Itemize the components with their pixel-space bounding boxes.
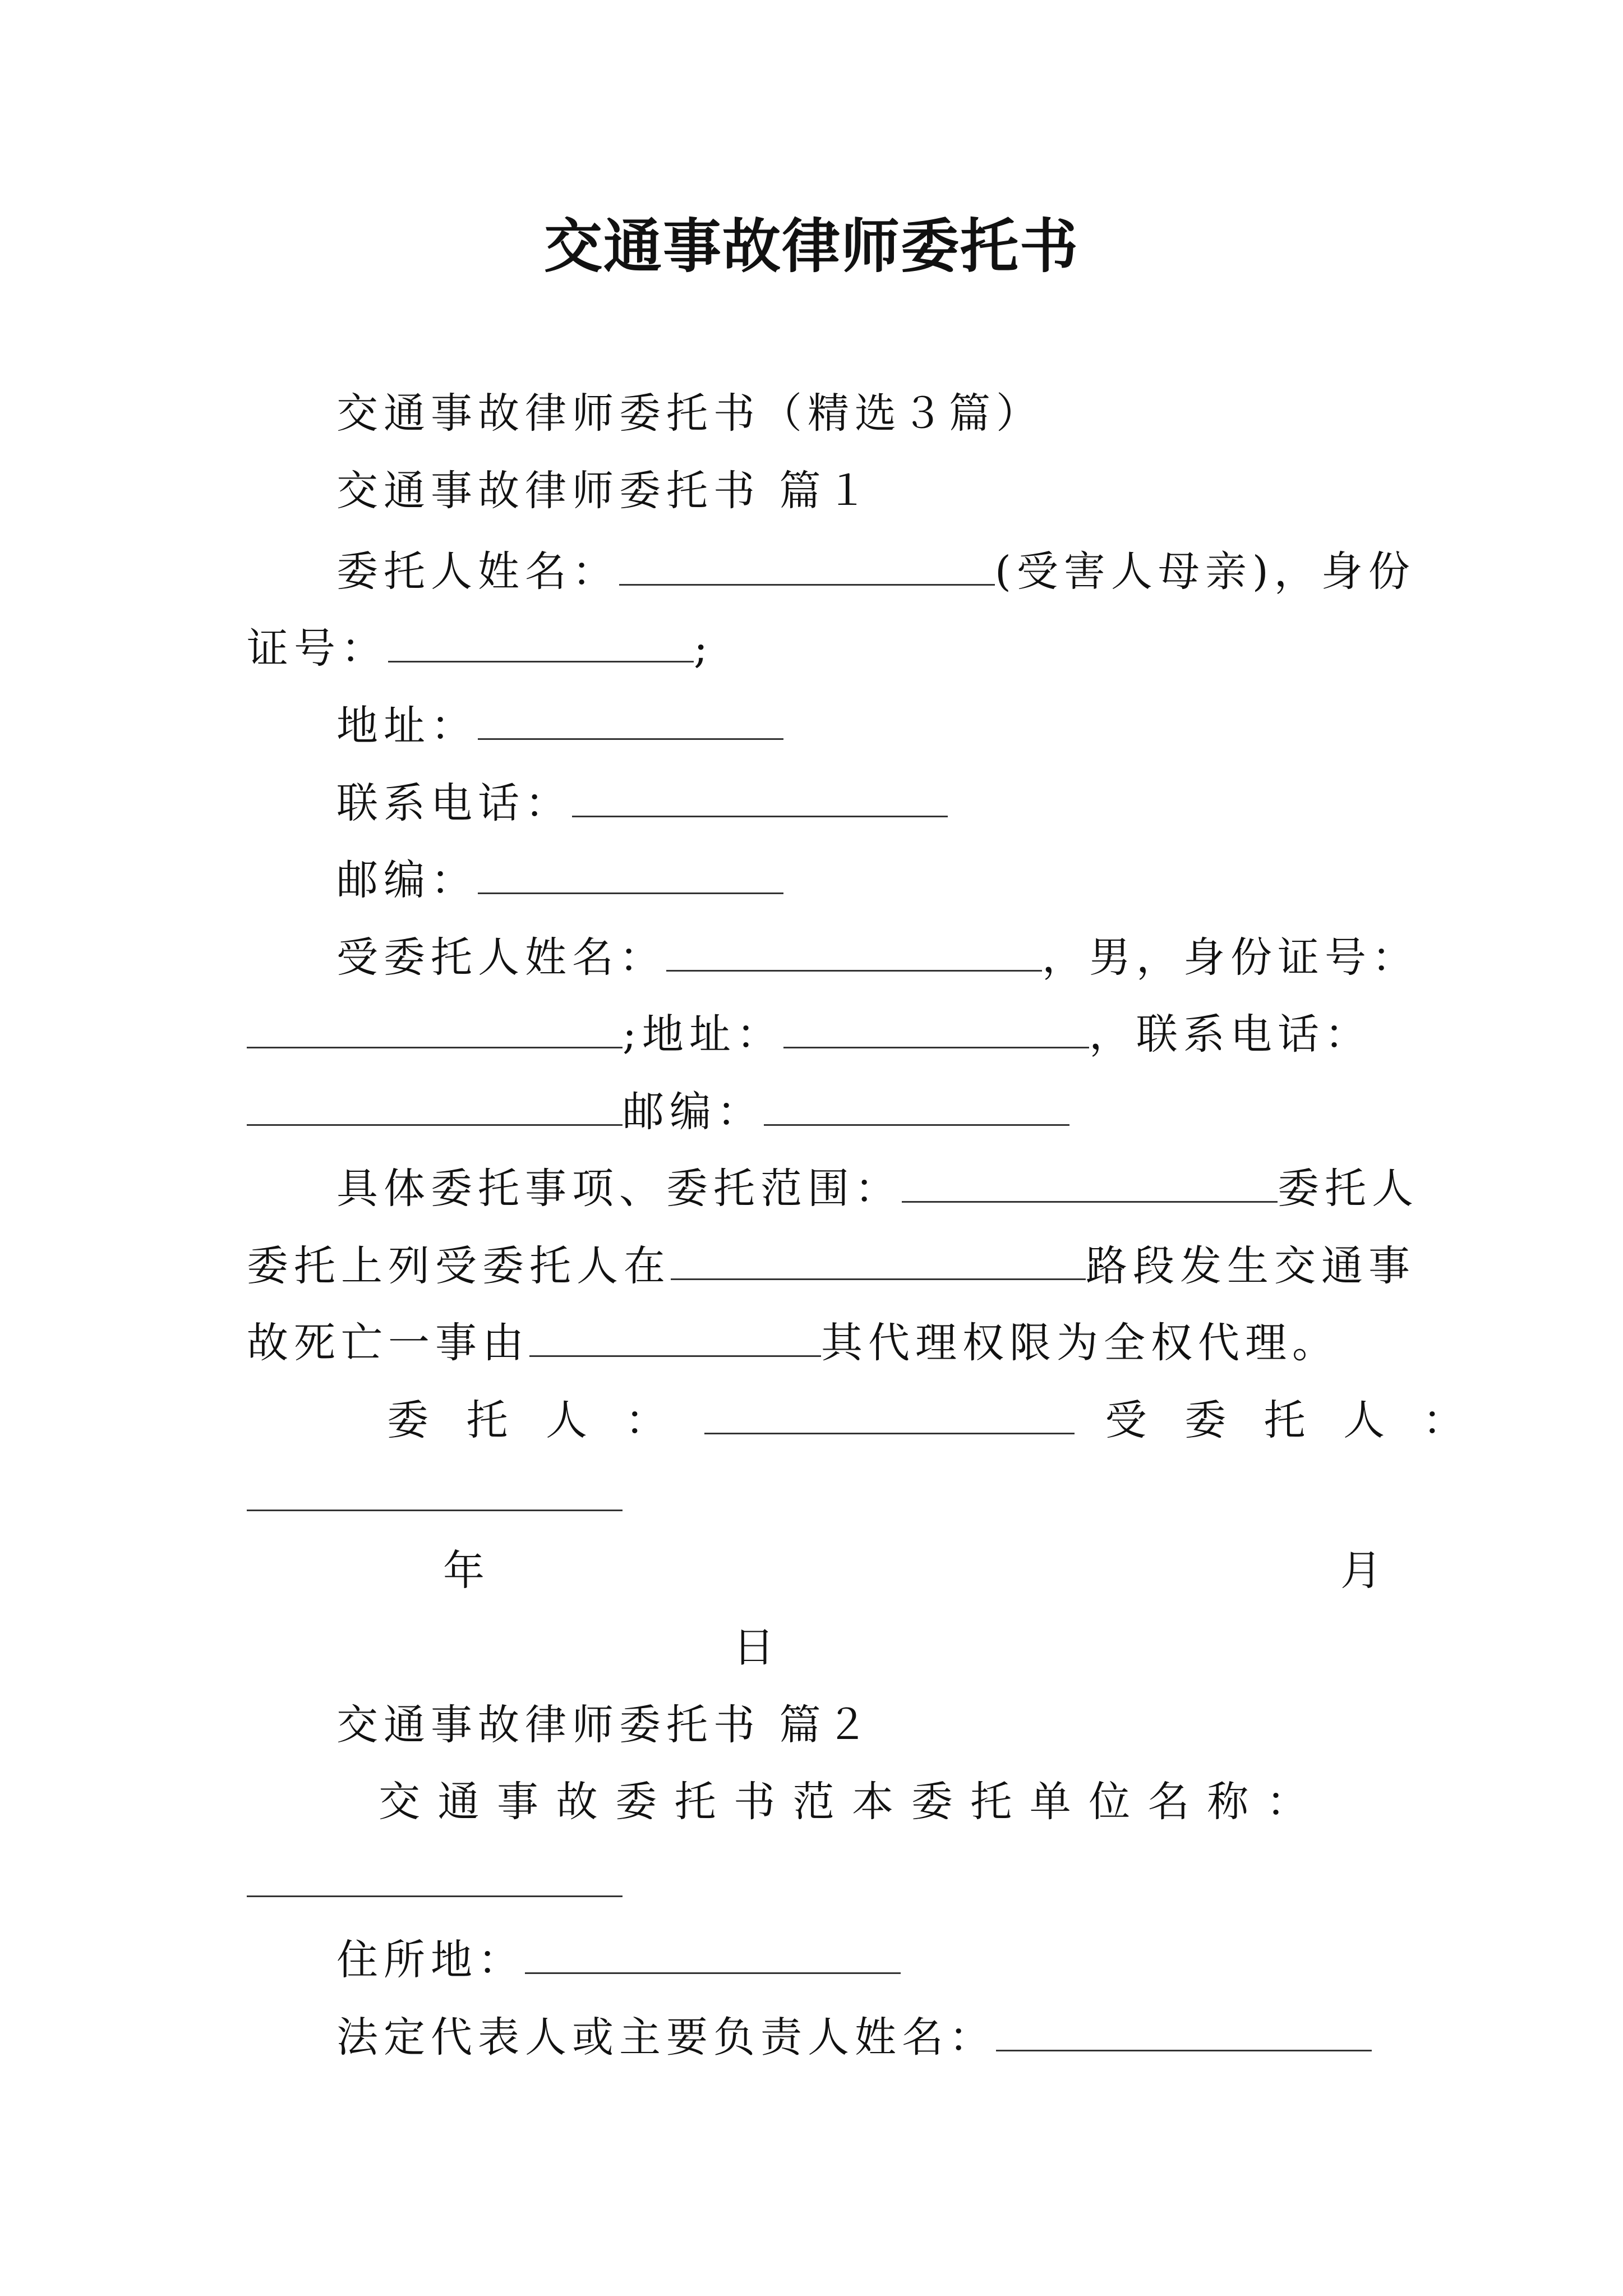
agent-postcode-label: 邮编： (623, 1088, 764, 1136)
scope-tail: 委托人 (1278, 1165, 1419, 1213)
authority-tail: 其代理权限为全权代理。 (821, 1319, 1339, 1367)
agent-phone-label: ，联系电话： (1089, 1010, 1372, 1059)
phone-line (336, 779, 948, 827)
signature-line (387, 1396, 1477, 1444)
phone-blank[interactable] (572, 779, 948, 817)
road-section-tail: 路段发生交通事 (1086, 1242, 1415, 1290)
agent-id-address-line (247, 1010, 1372, 1059)
client-signature-label: 委 托 人 ： (387, 1396, 679, 1444)
month-label: 月 (1340, 1547, 1382, 1595)
client-id-label: 证号： (247, 624, 388, 673)
entrust-unit-line: 交 通 事 故 委 托 书 范 本 委 托 单 位 名 称 ： (379, 1778, 1310, 1826)
authority-blank[interactable] (529, 1318, 821, 1357)
agent-name-label: 受委托人姓名： (336, 933, 666, 982)
client-relation-text: (受害人母亲)，身份 (995, 547, 1415, 596)
road-section-line (247, 1241, 1415, 1290)
address-blank[interactable] (478, 701, 783, 740)
client-signature-blank[interactable] (704, 1396, 1075, 1434)
scope-blank[interactable] (902, 1164, 1278, 1203)
postcode-line (336, 855, 783, 904)
authority-line (247, 1318, 1339, 1367)
domicile-label: 住所地： (336, 1936, 525, 1984)
semicolon: ; (694, 624, 713, 673)
client-name-blank[interactable] (619, 547, 995, 586)
agent-address-label: ;地址： (623, 1010, 783, 1059)
postcode-blank[interactable] (478, 855, 783, 894)
client-name-label: 委托人姓名： (336, 547, 619, 596)
entrust-unit-blank[interactable] (247, 1858, 623, 1897)
legal-rep-blank[interactable] (996, 2013, 1372, 2051)
subtitle-line: 交通事故律师委托书（精选３篇） (336, 389, 1043, 438)
scope-label: 具体委托事项、委托范围： (336, 1165, 902, 1213)
authority-label: 故死亡一事由 (247, 1319, 529, 1367)
agent-phone-postcode-line (247, 1087, 1069, 1136)
agent-signature-blank[interactable] (247, 1473, 623, 1511)
agent-postcode-blank[interactable] (764, 1087, 1069, 1126)
road-section-label: 委托上列受委托人在 (247, 1242, 671, 1290)
agent-name-blank[interactable] (666, 933, 1042, 972)
client-name-line (336, 547, 1415, 596)
legal-rep-label: 法定代表人或主要负责人姓名： (336, 2013, 996, 2062)
year-label: 年 (443, 1547, 485, 1595)
client-id-blank[interactable] (388, 624, 694, 662)
road-section-blank[interactable] (671, 1241, 1086, 1280)
agent-signature-label: 受 委 托 人 ： (1105, 1396, 1477, 1444)
phone-label: 联系电话： (336, 779, 572, 827)
legal-rep-line (336, 2013, 1372, 2062)
client-id-line (247, 624, 713, 673)
section-heading-1: 交通事故律师委托书 篇１ (336, 467, 874, 515)
agent-gender-id-text: ，男，身份证号： (1042, 933, 1419, 982)
agent-address-blank[interactable] (783, 1010, 1089, 1048)
address-label: 地址： (336, 702, 478, 750)
day-label: 日 (733, 1623, 774, 1672)
agent-signature-line (247, 1473, 623, 1518)
postcode-label: 邮编： (336, 856, 478, 904)
agent-name-line (336, 933, 1419, 982)
entrust-unit-blank-line (247, 1858, 623, 1904)
agent-phone-blank[interactable] (247, 1087, 623, 1126)
scope-line (336, 1164, 1419, 1213)
section-heading-2: 交通事故律师委托书 篇２ (336, 1701, 874, 1749)
document-title: 交通事故律师委托书 (543, 211, 1079, 280)
domicile-blank[interactable] (525, 1935, 901, 1974)
address-line (336, 701, 783, 750)
agent-id-blank[interactable] (247, 1010, 623, 1048)
domicile-line (336, 1935, 901, 1984)
